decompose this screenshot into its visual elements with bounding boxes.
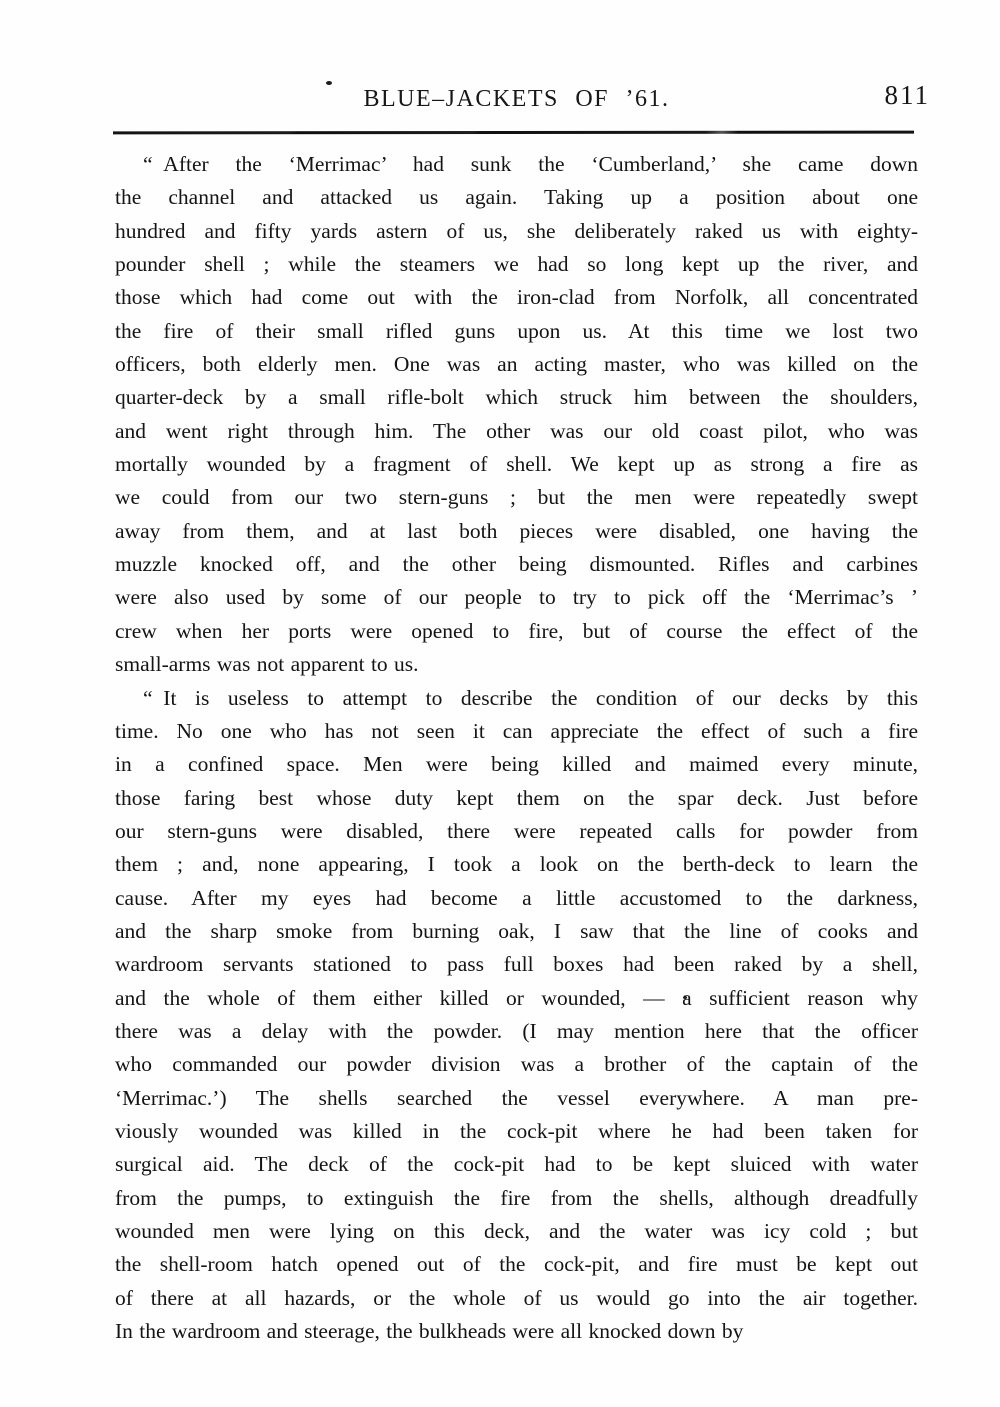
text-line: and the whole of them either killed or wounded, — a sufficient reason why: [115, 985, 918, 1010]
text-line: wardroom servants stationed to pass full boxes had been raked by a shell,: [115, 952, 918, 977]
text-line: them ; and, none appearing, I took a look on the berth-deck to learn the: [115, 852, 918, 877]
text-line: who commanded our powder division was a brother of the captain of the: [115, 1052, 918, 1077]
text-line: viously wounded was killed in the cock-pit where he had been taken for: [115, 1118, 918, 1143]
text-line: time. No one who has not seen it can appreciate the effect of such a fire: [115, 718, 918, 743]
text-line: in a confined space. Men were being killed and maimed every minute,: [115, 752, 918, 777]
text-line: the shell-room hatch opened out of the cock-pit, and fire must be kept out: [115, 1252, 918, 1277]
text-line: quarter-deck by a small rifle-bolt which struck him between the shoulders,: [115, 385, 918, 410]
text-line: pounder shell ; while the steamers we had so long kept up the river, and: [115, 252, 918, 277]
text-line: we could from our two stern-guns ; but the men were repeatedly swept: [115, 485, 918, 510]
text-line: away from them, and at last both pieces were disabled, one having the: [115, 518, 918, 543]
text-line: our stern-guns were disabled, there were repeated calls for powder from: [115, 818, 918, 843]
ink-speck: [326, 81, 332, 85]
text-line: officers, both elderly men. One was an acting master, who was killed on the: [115, 352, 918, 377]
header-rule: [113, 131, 914, 135]
text-line: surgical aid. The deck of the cock-pit had to be kept sluiced with water: [115, 1152, 918, 1177]
text-line: cause. After my eyes had become a little accustomed to the darkness,: [115, 885, 918, 910]
page-header: [115, 80, 930, 120]
text-line: and the sharp smoke from burning oak, I saw that the line of cooks and: [115, 918, 918, 943]
text-line: muzzle knocked off, and the other being dismounted. Rifles and carbines: [115, 552, 918, 577]
text-line: small-arms was not apparent to us.: [115, 652, 419, 677]
text-line: mortally wounded by a fragment of shell. We kept up as strong a fire as: [115, 452, 918, 477]
running-title: BLUE–JACKETS OF ’61.: [363, 86, 670, 112]
text-line: those which had come out with the iron-clad from Norfolk, all concentrated: [115, 285, 918, 310]
text-line: of there at all hazards, or the whole of us would go into the air together.: [115, 1285, 918, 1310]
paragraph: [115, 148, 918, 682]
text-line: the fire of their small rifled guns upon us. At this time we lost two: [115, 318, 918, 343]
text-line: ‘Merrimac.’) The shells searched the vessel everywhere. A man pre-: [115, 1085, 918, 1110]
text-line: from the pumps, to extinguish the fire from the shells, although dreadfully: [115, 1185, 918, 1210]
paragraph: [115, 682, 918, 1349]
page-number: 811: [884, 80, 930, 110]
page-body: [115, 148, 918, 1348]
text-line: hundred and fifty yards astern of us, she deliberately raked us with eighty-: [115, 218, 918, 243]
text-line: the channel and attacked us again. Taking up a position about one: [115, 185, 918, 210]
text-line: “ It is useless to attempt to describe the condition of our decks by this: [143, 685, 918, 710]
text-line: wounded men were lying on this deck, and the water was icy cold ; but: [115, 1219, 918, 1243]
text-line: In the wardroom and steerage, the bulkheads were all knocked down by: [115, 1319, 744, 1344]
text-line: and went right through him. The other was our old coast pilot, who was: [115, 418, 918, 443]
text-line: crew when her ports were opened to fire, but of course the effect of the: [115, 618, 918, 643]
text-line: those faring best whose duty kept them on the spar deck. Just before: [115, 785, 918, 810]
text-line: “ After the ‘Merrimac’ had sunk the ‘Cumberland,’ she came down: [143, 152, 918, 176]
text-line: there was a delay with the powder. (I may mention here that the officer: [115, 1018, 918, 1043]
text-line: were also used by some of our people to try to pick off the ‘Merrimac’s ’: [115, 585, 918, 610]
